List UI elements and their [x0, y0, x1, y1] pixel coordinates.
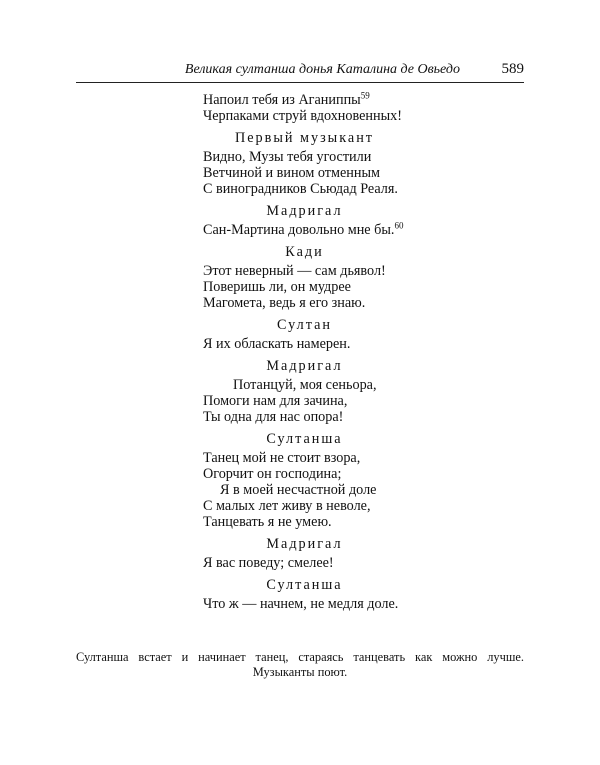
verse-line	[203, 377, 503, 393]
page-number: 589	[501, 61, 524, 77]
verse-line-text: Танец мой не стоит взора,	[203, 450, 361, 466]
verse-line-text: Этот неверный — сам дьявол!	[203, 263, 386, 279]
footnote-marker[interactable]: 60	[394, 220, 404, 231]
verse-line-text: Магомета, ведь я его знаю.	[203, 295, 366, 311]
speaker-name: Султанша	[266, 577, 343, 593]
verse-line	[203, 108, 503, 124]
verse-line-text: Что ж — начнем, не медля доле.	[203, 596, 399, 612]
verse-line-text: Видно, Музы тебя угостили	[203, 149, 372, 165]
verse-line	[203, 409, 503, 425]
verse-line	[203, 92, 503, 108]
verse-line	[203, 279, 503, 295]
verse-line-text: Сан-Мартина довольно мне бы.	[203, 222, 395, 238]
verse-line-text: Я вас поведу; смелее!	[203, 555, 334, 571]
verse-line-text: С малых лет живу в неволе,	[203, 498, 371, 514]
verse-line-text: Поверишь ли, он мудрее	[203, 279, 351, 295]
verse-line	[203, 222, 503, 238]
verse-line	[203, 165, 503, 181]
verse-line-text: Ветчиной и вином отменным	[203, 165, 380, 181]
speaker-name: Султанша	[266, 431, 343, 447]
verse-line	[203, 263, 503, 279]
verse-body	[203, 92, 503, 612]
footnote-marker[interactable]: 59	[360, 90, 370, 101]
verse-line-text: Потанцуй, моя сеньора,	[233, 377, 377, 393]
verse-line-text: Я в моей несчастной доле	[220, 482, 377, 498]
speaker-name: Кади	[285, 244, 324, 260]
verse-line-text: Я их обласкать намерен.	[203, 336, 351, 352]
verse-line-text: Огорчит он господина;	[203, 466, 342, 482]
verse-line	[203, 466, 503, 482]
verse-line	[203, 295, 503, 311]
verse-line-text: Помоги нам для зачина,	[203, 393, 348, 409]
speaker-name: Мадригал	[266, 536, 343, 552]
stage-direction: Султанша встает и начинает танец, стараясь танцевать как можно лучше. Музыканты поют.	[76, 650, 524, 679]
verse-line	[203, 336, 503, 352]
verse-line	[203, 149, 503, 165]
verse-line-text: Черпаками струй вдохновенных!	[203, 108, 402, 124]
speaker-name: Султан	[277, 317, 332, 333]
running-header	[76, 62, 524, 83]
verse-line-text: Ты одна для нас опора!	[203, 409, 344, 425]
verse-line	[203, 555, 503, 571]
speaker-name: Мадригал	[266, 358, 343, 374]
verse-line-text: Напоил тебя из Аганиппы	[203, 92, 361, 108]
verse-line	[203, 181, 503, 197]
speaker-name: Мадригал	[266, 203, 343, 219]
verse-line	[203, 482, 503, 498]
running-title: Великая султанша донья Каталина де Овьедо	[184, 62, 460, 77]
speaker-name: Первый музыкант	[235, 130, 374, 146]
verse-line	[203, 498, 503, 514]
verse-line	[203, 514, 503, 530]
verse-line	[203, 393, 503, 409]
verse-line	[203, 450, 503, 466]
verse-line-text: Танцевать я не умею.	[203, 514, 332, 530]
verse-line	[203, 596, 503, 612]
verse-line-text: С виноградников Сьюдад Реаля.	[203, 181, 398, 197]
